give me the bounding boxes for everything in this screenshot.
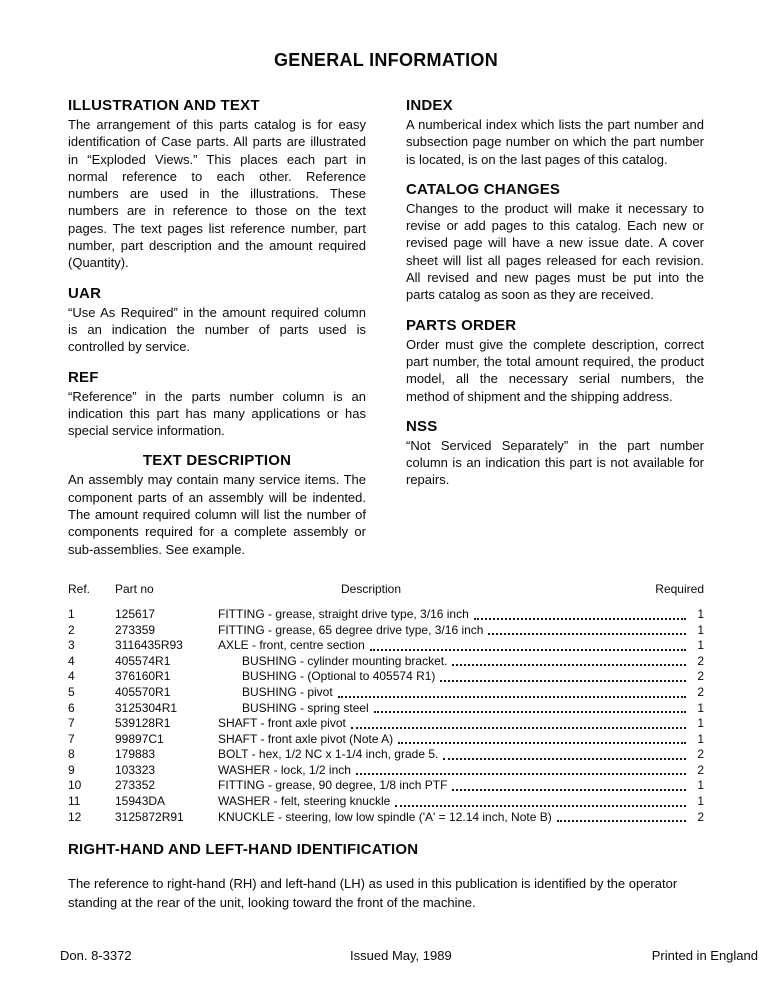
dot-leader (474, 618, 686, 620)
part-no-cell: 376160R1 (115, 669, 171, 684)
section-body: “Use As Required” in the amount required column is an indication the number of parts used is controlled by service. (68, 304, 366, 355)
description-cell: AXLE - front, centre section (218, 638, 690, 654)
required-cell: 1 (697, 794, 704, 809)
section-uar (68, 285, 366, 356)
required-cell: 1 (697, 622, 704, 637)
dot-leader (338, 696, 686, 698)
required-cell: 1 (697, 778, 704, 793)
section-heading: REF (68, 368, 99, 386)
dot-leader (443, 758, 686, 760)
dot-leader (440, 680, 686, 682)
table-row (68, 763, 704, 779)
ref-cell: 6 (68, 700, 75, 715)
table-row (68, 638, 704, 654)
two-column-layout (68, 97, 704, 571)
page-footer (60, 948, 758, 964)
section-nss (406, 418, 704, 489)
table-row (68, 794, 704, 810)
section-body: An assembly may contain many service items. The component parts of an assembly will be indented. The amount required column will list the number of components required for a complete assembly or sub-assemblies. See example. (68, 472, 366, 557)
part-no-cell: 99897C1 (115, 731, 164, 746)
description-cell: WASHER - felt, steering knuckle (218, 794, 690, 810)
description-cell: FITTING - grease, 90 degree, 1/8 inch PTF (218, 778, 690, 794)
required-cell: 1 (697, 638, 704, 653)
description-cell: BOLT - hex, 1/2 NC x 1-1/4 inch, grade 5. (218, 747, 690, 763)
dot-leader (395, 805, 686, 807)
header-required: Required (655, 581, 704, 596)
ref-cell: 4 (68, 669, 75, 684)
header-part-no: Part no (115, 581, 154, 596)
page-title: GENERAL INFORMATION (273, 50, 499, 70)
part-no-cell: 3125304R1 (115, 700, 178, 715)
required-cell: 1 (697, 700, 704, 715)
section-catalog-changes (406, 181, 704, 304)
header-ref: Ref. (68, 581, 91, 596)
ref-cell: 8 (68, 747, 75, 762)
section-illustration-and-text (68, 97, 366, 272)
section-body: The reference to right-hand (RH) and left-hand (LH) as used in this publication is identified by the operator standing at the rear of the unit, looking toward the front of the machine. (68, 876, 678, 910)
part-no-cell: 405570R1 (115, 684, 171, 699)
section-heading: TEXT DESCRIPTION (142, 452, 292, 470)
section-heading: CATALOG CHANGES (406, 180, 561, 198)
ref-cell: 11 (68, 794, 81, 809)
required-cell: 2 (697, 809, 704, 824)
required-cell: 2 (697, 762, 704, 777)
right-column (406, 97, 704, 571)
part-no-cell: 3116435R93 (115, 638, 183, 653)
table-row (68, 716, 704, 732)
table-row (68, 732, 704, 748)
dot-leader (351, 727, 686, 729)
table-row (68, 654, 704, 670)
required-cell: 2 (697, 747, 704, 762)
section-heading: NSS (406, 417, 438, 435)
section-body: “Not Serviced Separately” in the part number column is an indication this part is not available for repairs. (406, 437, 704, 488)
section-heading: PARTS ORDER (406, 316, 517, 334)
section-body: Changes to the product will make it necessary to revise or add pages to this catalog. Each new or revised page will have a new issue date. A cover sheet will list all pages released for each revision. All revised and new pages must be put into the parts catalog as soon as they are received. (406, 200, 704, 303)
ref-cell: 10 (68, 778, 82, 793)
section-heading: UAR (68, 284, 102, 302)
ref-cell: 7 (68, 716, 75, 731)
description-cell: BUSHING - pivot (218, 685, 690, 701)
ref-cell: 5 (68, 684, 75, 699)
section-body: “Reference” in the parts number column is an indication this part has many applications or has special service information. (68, 388, 366, 439)
parts-table-header (68, 581, 704, 597)
section-heading: ILLUSTRATION AND TEXT (68, 97, 260, 114)
part-no-cell: 125617 (115, 606, 156, 621)
table-row (68, 747, 704, 763)
part-no-cell: 15943DA (115, 794, 166, 809)
table-row (68, 623, 704, 639)
ref-cell: 4 (68, 653, 75, 668)
dot-leader (370, 649, 686, 651)
left-column (68, 97, 366, 571)
part-no-cell: 273359 (115, 622, 156, 637)
required-cell: 2 (697, 684, 704, 699)
description-cell: FITTING - grease, straight drive type, 3/16 inch (218, 607, 690, 623)
section-ref (68, 369, 366, 440)
part-no-cell: 273352 (115, 778, 156, 793)
section-body: A numberical index which lists the part number and subsection page number on which the part number is located, is on the last pages of this catalog. (406, 117, 704, 167)
part-no-cell: 103323 (115, 762, 156, 777)
ref-cell: 1 (68, 606, 75, 621)
section-text-description (68, 452, 366, 557)
required-cell: 1 (697, 716, 704, 731)
section-heading: INDEX (406, 97, 453, 114)
dot-leader (488, 633, 686, 635)
required-cell: 1 (697, 606, 704, 621)
description-cell: FITTING - grease, 65 degree drive type, 3/16 inch (218, 623, 690, 639)
dot-leader (398, 742, 686, 744)
table-row (68, 669, 704, 685)
table-row (68, 685, 704, 701)
description-cell: SHAFT - front axle pivot (218, 716, 690, 732)
ref-cell: 7 (68, 731, 75, 746)
description-cell: BUSHING - spring steel (218, 701, 690, 717)
section-body: The arrangement of this parts catalog is for easy identification of Case parts. All parts are illustrated in “Exploded Views.” This places each part in normal reference to each other. Reference numbers are used in the illustrations. These numbers are in reference to those on the text pages. The text pages list reference number, part number, part description and the amount required (Quantity). (68, 117, 366, 271)
description-cell: WASHER - lock, 1/2 inch (218, 763, 690, 779)
ref-cell: 3 (68, 638, 75, 653)
dot-leader (452, 664, 686, 666)
part-no-cell: 539128R1 (115, 716, 171, 731)
section-heading: RIGHT-HAND AND LEFT-HAND IDENTIFICATION (68, 841, 419, 859)
table-row (68, 701, 704, 717)
required-cell: 2 (697, 653, 704, 668)
dot-leader (356, 773, 686, 775)
header-description: Description (340, 581, 402, 596)
section-index (406, 97, 704, 168)
footer-form-number: Don. 8-3372 (60, 948, 132, 963)
table-row (68, 810, 704, 826)
footer-issue-date: Issued May, 1989 (350, 948, 452, 963)
part-no-cell: 3125872R91 (115, 809, 184, 824)
footer-printed-in: Printed in England (651, 948, 758, 963)
dot-leader (557, 820, 686, 822)
table-row (68, 607, 704, 623)
part-no-cell: 179883 (115, 747, 156, 762)
section-parts-order (406, 317, 704, 405)
section-right-left-hand-identification (68, 841, 704, 912)
dot-leader (452, 789, 686, 791)
table-row (68, 778, 704, 794)
required-cell: 1 (697, 731, 704, 746)
description-cell: BUSHING - (Optional to 405574 R1) (218, 669, 690, 685)
ref-cell: 9 (68, 762, 75, 777)
parts-table (68, 581, 704, 825)
part-no-cell: 405574R1 (115, 653, 171, 668)
required-cell: 2 (697, 669, 704, 684)
ref-cell: 12 (68, 809, 82, 824)
description-cell: SHAFT - front axle pivot (Note A) (218, 732, 690, 748)
description-cell: KNUCKLE - steering, low low spindle ('A' = 12.14 inch, Note B) (218, 810, 690, 826)
dot-leader (374, 711, 686, 713)
description-cell: BUSHING - cylinder mounting bracket. (218, 654, 690, 670)
section-body: Order must give the complete description, correct part number, the total amount required, the product model, all the necessary serial numbers, the method of shipment and the shipping address. (406, 336, 704, 404)
ref-cell: 2 (68, 622, 75, 637)
